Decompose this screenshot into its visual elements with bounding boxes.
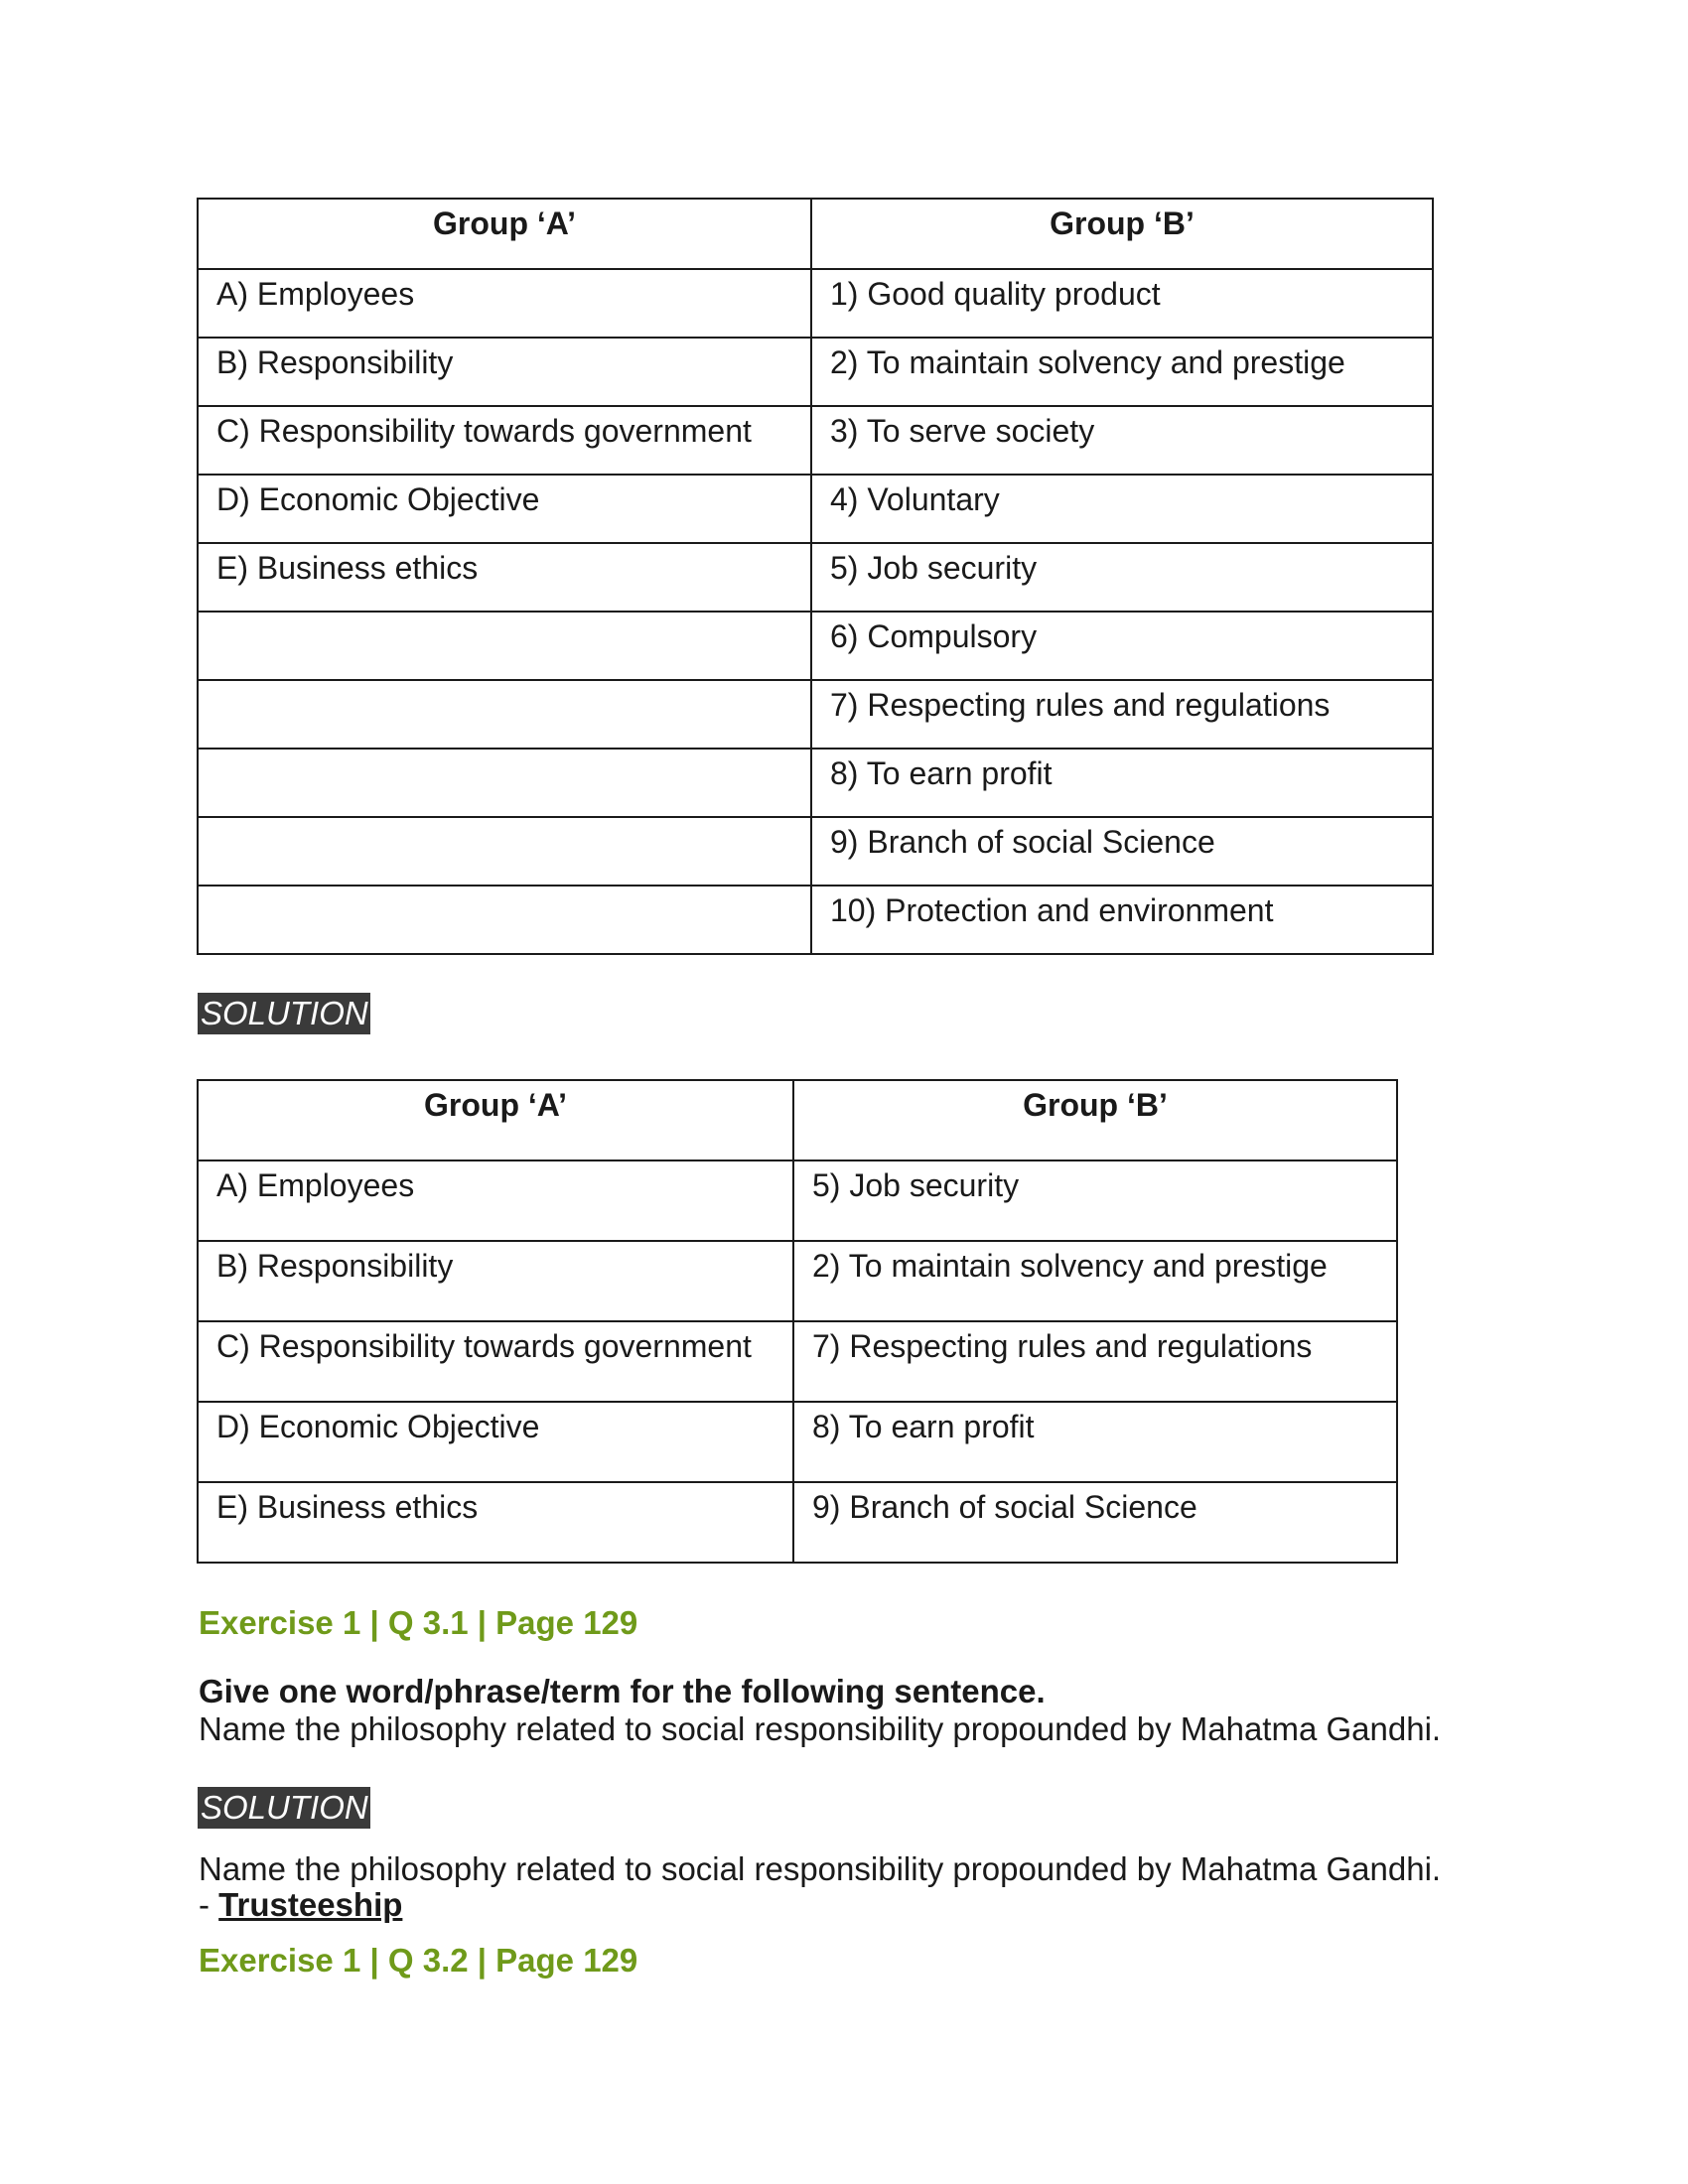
group-b-cell: 2) To maintain solvency and prestige <box>811 338 1433 406</box>
group-a-cell: A) Employees <box>198 1160 793 1241</box>
group-a-cell: B) Responsibility <box>198 1241 793 1321</box>
group-a-cell: D) Economic Objective <box>198 475 811 543</box>
group-b-cell: 5) Job security <box>811 543 1433 612</box>
table-row <box>198 1402 1397 1482</box>
answer-line <box>199 1886 402 1924</box>
group-b-cell: 6) Compulsory <box>811 612 1433 680</box>
group-b-cell: 1) Good quality product <box>811 269 1433 338</box>
group-a-cell: C) Responsibility towards government <box>198 406 811 475</box>
table-row <box>198 1482 1397 1563</box>
table-row <box>198 269 1433 338</box>
question-matching-table <box>197 198 1434 955</box>
question-text: Name the philosophy related to social responsibility propounded by Mahatma Gandhi. <box>199 1710 1442 1747</box>
group-a-cell <box>198 817 811 886</box>
table-row <box>198 1321 1397 1402</box>
table-header-row <box>198 1080 1397 1160</box>
group-b-cell: 7) Respecting rules and regulations <box>793 1321 1397 1402</box>
answer-question-text: Name the philosophy related to social responsibility propounded by Mahatma Gandhi. <box>199 1850 1442 1887</box>
group-b-header: Group ‘B’ <box>793 1080 1397 1160</box>
group-a-header: Group ‘A’ <box>198 199 811 269</box>
group-b-cell: 4) Voluntary <box>811 475 1433 543</box>
solution-matching-table <box>197 1079 1398 1564</box>
table-row <box>198 612 1433 680</box>
group-b-cell: 2) To maintain solvency and prestige <box>793 1241 1397 1321</box>
group-b-header: Group ‘B’ <box>811 199 1433 269</box>
table-row <box>198 338 1433 406</box>
table-row <box>198 1241 1397 1321</box>
group-b-cell: 10) Protection and environment <box>811 886 1433 954</box>
answer-prefix: - <box>199 1886 219 1923</box>
group-b-cell: 8) To earn profit <box>793 1402 1397 1482</box>
group-a-cell <box>198 886 811 954</box>
table-row <box>198 543 1433 612</box>
table-row <box>198 749 1433 817</box>
table-header-row <box>198 199 1433 269</box>
solution-badge: SOLUTION <box>198 1787 370 1829</box>
group-a-cell <box>198 749 811 817</box>
table-row <box>198 406 1433 475</box>
table-row <box>198 680 1433 749</box>
group-a-cell: C) Responsibility towards government <box>198 1321 793 1402</box>
question-heading: Give one word/phrase/term for the following sentence. <box>199 1673 1046 1709</box>
group-a-cell: B) Responsibility <box>198 338 811 406</box>
solution-badge: SOLUTION <box>198 993 370 1034</box>
group-a-cell: E) Business ethics <box>198 1482 793 1563</box>
exercise-heading: Exercise 1 | Q 3.2 | Page 129 <box>199 1942 638 1979</box>
group-a-header: Group ‘A’ <box>198 1080 793 1160</box>
group-b-cell: 3) To serve society <box>811 406 1433 475</box>
table-row <box>198 817 1433 886</box>
group-a-cell <box>198 612 811 680</box>
group-b-cell: 8) To earn profit <box>811 749 1433 817</box>
table-row <box>198 1160 1397 1241</box>
table-row <box>198 475 1433 543</box>
group-b-cell: 9) Branch of social Science <box>811 817 1433 886</box>
table-row <box>198 886 1433 954</box>
group-b-cell: 9) Branch of social Science <box>793 1482 1397 1563</box>
group-a-cell <box>198 680 811 749</box>
group-b-cell: 7) Respecting rules and regulations <box>811 680 1433 749</box>
group-a-cell: A) Employees <box>198 269 811 338</box>
group-a-cell: E) Business ethics <box>198 543 811 612</box>
group-a-cell: D) Economic Objective <box>198 1402 793 1482</box>
group-b-cell: 5) Job security <box>793 1160 1397 1241</box>
exercise-heading: Exercise 1 | Q 3.1 | Page 129 <box>199 1604 638 1641</box>
answer-term: Trusteeship <box>218 1886 403 1923</box>
